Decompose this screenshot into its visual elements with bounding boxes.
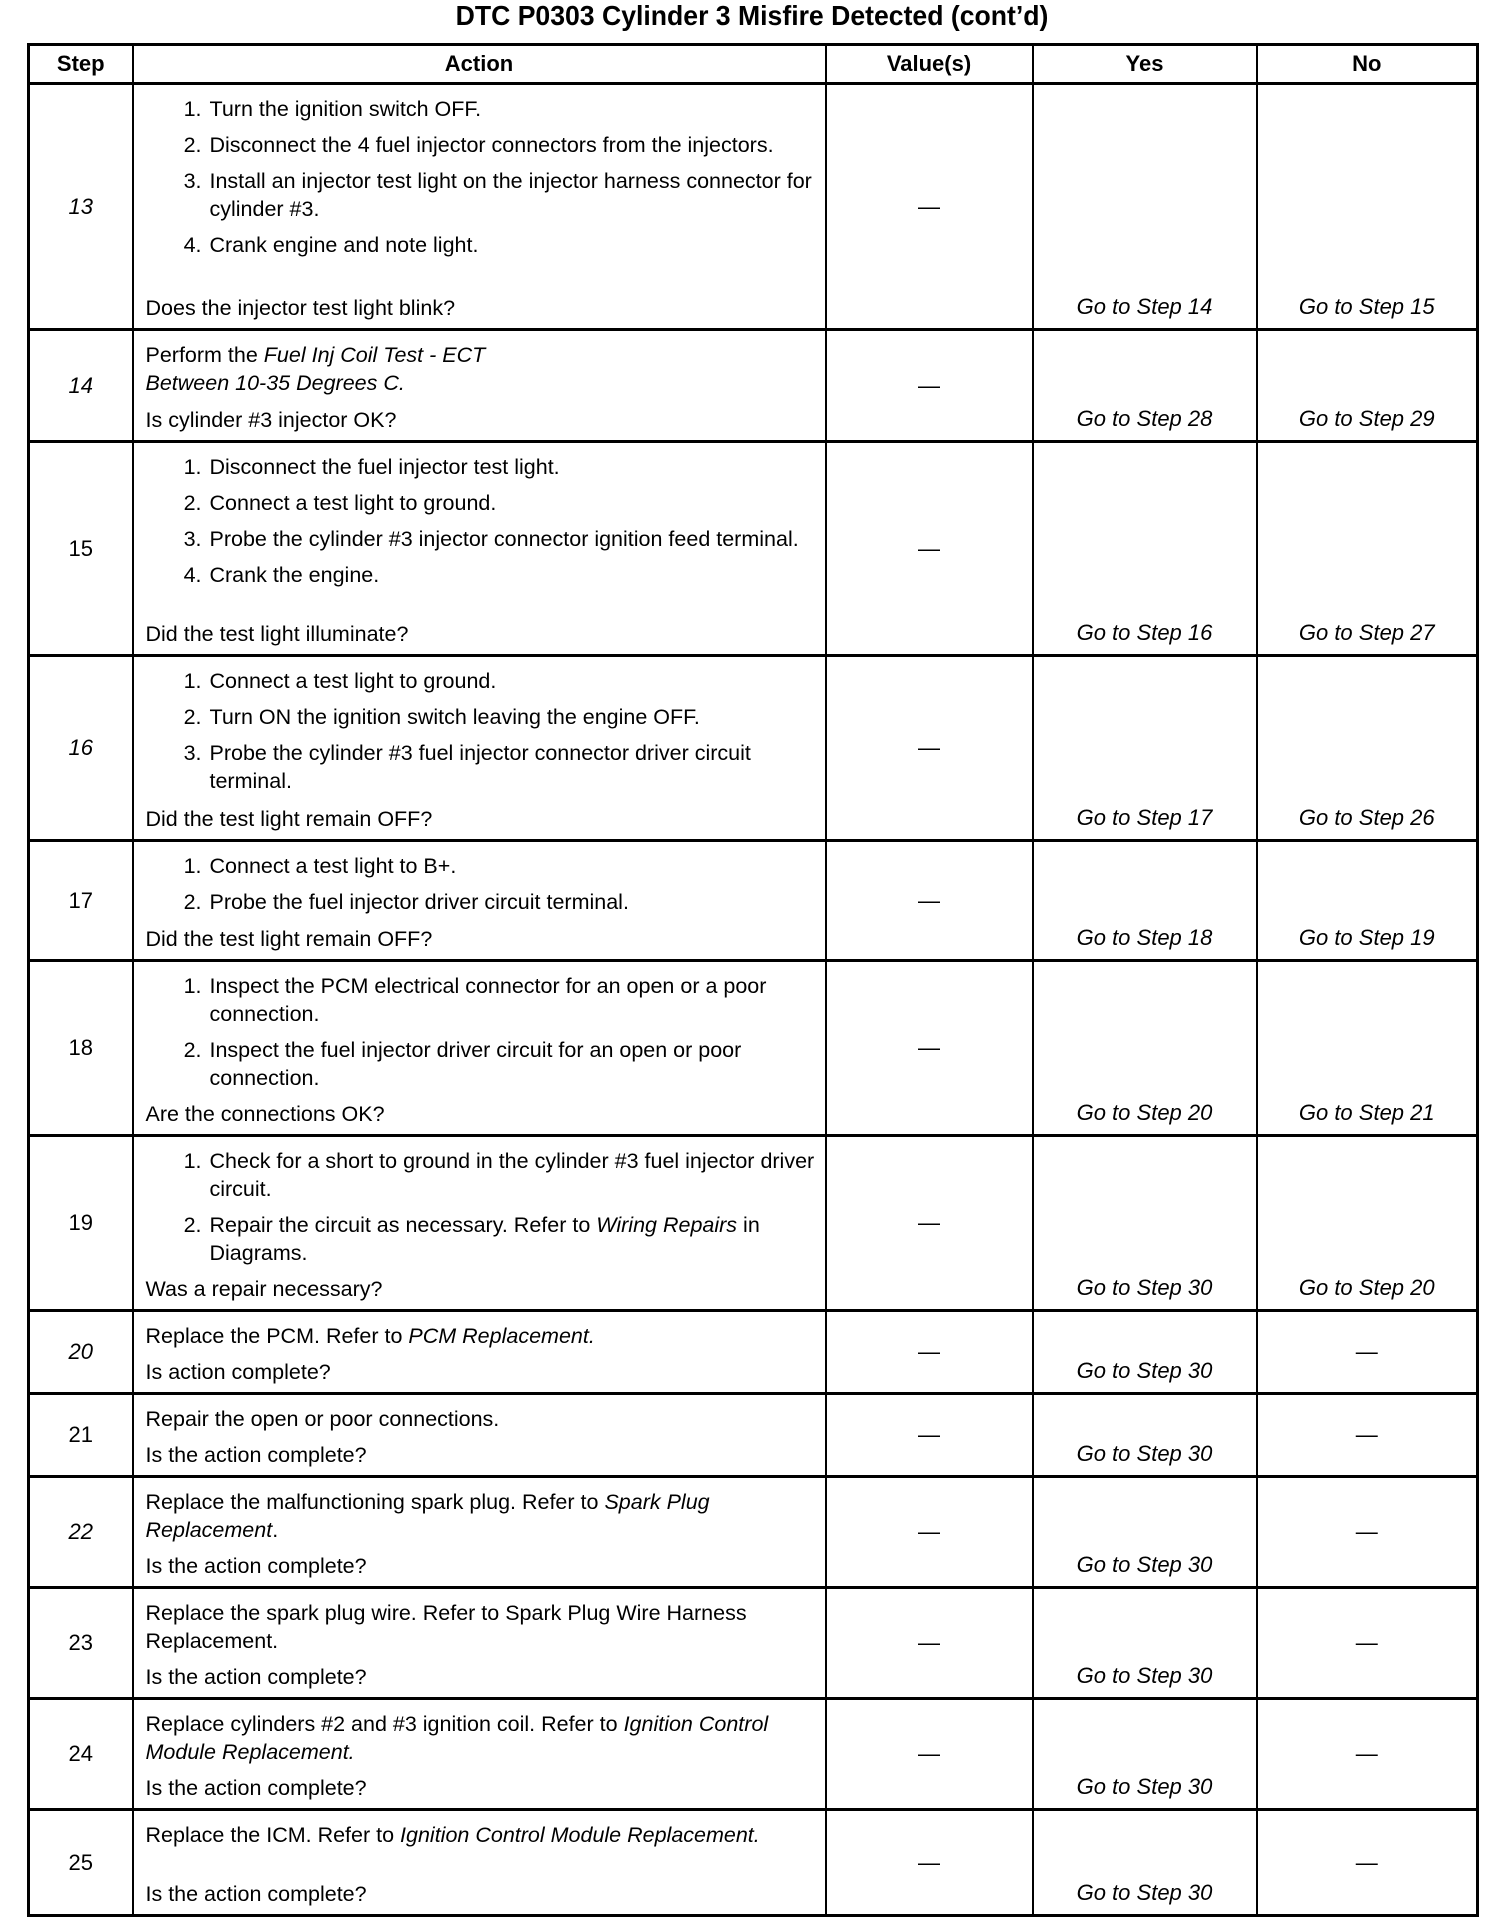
item-number: 2. <box>183 491 202 515</box>
value-cell: — <box>826 1136 1033 1311</box>
action-content <box>134 1312 825 1392</box>
no-result: Go to Step 19 <box>1257 841 1478 961</box>
no-result: — <box>1257 1394 1478 1477</box>
action-question: Is cylinder #3 injector OK? <box>145 408 397 432</box>
action-cell <box>133 330 826 442</box>
action-cell <box>133 961 826 1136</box>
action-question: Is the action complete? <box>145 1776 367 1800</box>
action-text: Crank engine and note light. <box>209 233 479 257</box>
action-step-item <box>146 95 817 123</box>
reference-text: Fuel Inj Coil Test - ECT <box>263 343 486 367</box>
action-text: Connect a test light to ground. <box>209 491 497 515</box>
action-question: Are the connections OK? <box>145 1102 385 1126</box>
table-header-row <box>29 45 1478 84</box>
item-number: 2. <box>183 890 202 914</box>
diagnostic-table <box>27 43 1479 1917</box>
action-paragraph <box>146 1322 817 1350</box>
item-number: 4. <box>183 563 202 587</box>
action-cell <box>133 1136 826 1311</box>
action-text: Repair the open or poor connections. <box>145 1407 500 1431</box>
item-text <box>210 703 817 731</box>
step-number: 15 <box>29 442 133 656</box>
item-text <box>210 489 817 517</box>
yes-result: Go to Step 30 <box>1033 1699 1257 1810</box>
item-number: 3. <box>183 741 202 765</box>
action-step-item <box>146 453 817 481</box>
header-action: Action <box>133 45 826 84</box>
item-text <box>210 131 817 159</box>
item-text <box>210 888 817 916</box>
value-cell: — <box>826 1810 1033 1916</box>
action-paragraph <box>146 1599 817 1655</box>
action-step-item <box>146 888 817 916</box>
item-number: 1. <box>183 669 202 693</box>
reference-text: Spark Plug Replacement <box>145 1490 710 1542</box>
item-number: 1. <box>183 455 202 479</box>
action-cell <box>133 1394 826 1477</box>
action-cell <box>133 1588 826 1699</box>
action-step-item <box>146 561 817 589</box>
action-step-item <box>146 525 817 553</box>
action-text: Install an injector test light on the injector harness connector for cylinder #3. <box>209 169 812 221</box>
no-result: — <box>1257 1311 1478 1394</box>
action-content <box>134 1395 825 1475</box>
step-number: 23 <box>29 1588 133 1699</box>
action-paragraph <box>146 341 817 397</box>
action-cell <box>133 656 826 841</box>
action-cell <box>133 1477 826 1588</box>
item-number: 1. <box>183 974 202 998</box>
step-number: 22 <box>29 1477 133 1588</box>
step-number: 14 <box>29 330 133 442</box>
item-number: 2. <box>183 133 202 157</box>
action-content <box>134 1478 825 1586</box>
action-paragraph <box>146 1405 817 1433</box>
action-cell <box>133 841 826 961</box>
reference-text: Ignition Control Module Replacement. <box>145 1712 769 1764</box>
header-step: Step <box>29 45 133 84</box>
action-text: Crank the engine. <box>209 563 380 587</box>
action-content <box>134 1589 825 1697</box>
item-text <box>210 167 817 223</box>
no-result: — <box>1257 1810 1478 1916</box>
action-text: Replace the ICM. Refer to <box>145 1823 401 1847</box>
item-number: 3. <box>183 527 202 551</box>
action-text: Replace the PCM. Refer to <box>145 1324 409 1348</box>
value-cell: — <box>826 1477 1033 1588</box>
action-text: . <box>272 1518 279 1542</box>
value-cell: — <box>826 1394 1033 1477</box>
action-paragraph <box>146 1488 817 1544</box>
action-text: Turn ON the ignition switch leaving the engine OFF. <box>209 705 700 729</box>
action-question: Is the action complete? <box>145 1554 367 1578</box>
action-step-item <box>146 852 817 880</box>
action-question: Did the test light illuminate? <box>145 622 409 646</box>
yes-result: Go to Step 14 <box>1033 84 1257 330</box>
action-cell <box>133 84 826 330</box>
item-number: 4. <box>183 233 202 257</box>
action-text: Replace cylinders #2 and #3 ignition coil. Refer to <box>145 1712 624 1736</box>
item-number: 3. <box>183 169 202 193</box>
action-question: Did the test light remain OFF? <box>145 807 433 831</box>
action-text: Inspect the PCM electrical connector for an open or a poor connection. <box>209 974 767 1026</box>
action-text: Disconnect the fuel injector test light. <box>209 455 560 479</box>
yes-result: Go to Step 30 <box>1033 1311 1257 1394</box>
no-result: Go to Step 27 <box>1257 442 1478 656</box>
action-content <box>134 1137 825 1309</box>
action-step-item <box>146 131 817 159</box>
item-text <box>210 231 817 259</box>
item-text <box>210 852 817 880</box>
action-question: Is the action complete? <box>145 1882 367 1906</box>
action-question: Is the action complete? <box>145 1443 367 1467</box>
no-result: Go to Step 20 <box>1257 1136 1478 1311</box>
yes-result: Go to Step 30 <box>1033 1394 1257 1477</box>
action-text: Probe the fuel injector driver circuit terminal. <box>209 890 629 914</box>
item-text <box>210 561 817 589</box>
table-row <box>29 1311 1478 1394</box>
yes-result: Go to Step 30 <box>1033 1810 1257 1916</box>
yes-result: Go to Step 17 <box>1033 656 1257 841</box>
no-result: Go to Step 29 <box>1257 330 1478 442</box>
action-text: Perform the <box>145 343 264 367</box>
reference-text: PCM Replacement. <box>408 1324 595 1348</box>
yes-result: Go to Step 30 <box>1033 1588 1257 1699</box>
action-content <box>134 1811 825 1914</box>
header-values: Value(s) <box>826 45 1033 84</box>
no-result: Go to Step 15 <box>1257 84 1478 330</box>
action-paragraph <box>146 1710 817 1766</box>
table-row <box>29 1136 1478 1311</box>
action-question: Is action complete? <box>145 1360 331 1384</box>
value-cell: — <box>826 656 1033 841</box>
table-row <box>29 1477 1478 1588</box>
item-text <box>210 453 817 481</box>
action-text: Probe the cylinder #3 fuel injector connector driver circuit terminal. <box>209 741 751 793</box>
action-step-item <box>146 489 817 517</box>
action-step-item <box>146 739 817 795</box>
yes-result: Go to Step 16 <box>1033 442 1257 656</box>
action-step-item <box>146 231 817 259</box>
table-row <box>29 1588 1478 1699</box>
table-row <box>29 1699 1478 1810</box>
value-cell: — <box>826 1588 1033 1699</box>
table-row <box>29 442 1478 656</box>
yes-result: Go to Step 30 <box>1033 1477 1257 1588</box>
value-cell: — <box>826 442 1033 656</box>
step-number: 21 <box>29 1394 133 1477</box>
action-cell <box>133 1810 826 1916</box>
item-text <box>210 972 817 1028</box>
action-question: Did the test light remain OFF? <box>145 927 433 951</box>
table-row <box>29 841 1478 961</box>
action-question: Does the injector test light blink? <box>145 296 456 320</box>
yes-result: Go to Step 20 <box>1033 961 1257 1136</box>
item-text <box>210 525 817 553</box>
table-row <box>29 330 1478 442</box>
yes-result: Go to Step 18 <box>1033 841 1257 961</box>
value-cell: — <box>826 1699 1033 1810</box>
action-step-item <box>146 667 817 695</box>
action-text: Probe the cylinder #3 injector connector ignition feed terminal. <box>209 527 799 551</box>
action-text: in Diagrams. <box>209 1213 760 1265</box>
action-step-item <box>146 972 817 1028</box>
no-result: — <box>1257 1477 1478 1588</box>
action-cell <box>133 1699 826 1810</box>
action-step-item <box>146 1211 817 1267</box>
action-text: Replace the malfunctioning spark plug. Refer to <box>145 1490 605 1514</box>
item-number: 1. <box>183 1149 202 1173</box>
no-result: Go to Step 26 <box>1257 656 1478 841</box>
action-step-item <box>146 1036 817 1092</box>
value-cell: — <box>826 961 1033 1136</box>
action-step-item <box>146 1147 817 1203</box>
header-no: No <box>1257 45 1478 84</box>
no-result: — <box>1257 1588 1478 1699</box>
item-text <box>210 1211 817 1267</box>
value-cell: — <box>826 330 1033 442</box>
action-text: Repair the circuit as necessary. Refer to <box>209 1213 597 1237</box>
reference-text: Wiring Repairs <box>596 1213 738 1237</box>
value-cell: — <box>826 84 1033 330</box>
item-text <box>210 95 817 123</box>
action-text: Replace the spark plug wire. Refer to Spark Plug Wire Harness Replacement. <box>145 1601 747 1653</box>
action-paragraph <box>146 1821 817 1849</box>
item-text <box>210 667 817 695</box>
step-number: 19 <box>29 1136 133 1311</box>
step-number: 20 <box>29 1311 133 1394</box>
item-number: 1. <box>183 97 202 121</box>
item-text <box>210 739 817 795</box>
step-number: 25 <box>29 1810 133 1916</box>
action-question: Was a repair necessary? <box>145 1277 383 1301</box>
table-row <box>29 84 1478 330</box>
action-text: Connect a test light to B+. <box>209 854 457 878</box>
action-text: Turn the ignition switch OFF. <box>209 97 482 121</box>
yes-result: Go to Step 28 <box>1033 330 1257 442</box>
header-yes: Yes <box>1033 45 1257 84</box>
action-content <box>134 85 825 328</box>
action-step-item <box>146 703 817 731</box>
page-title: DTC P0303 Cylinder 3 Misfire Detected (cont’d) <box>455 0 1049 31</box>
table-row <box>29 1394 1478 1477</box>
item-text <box>210 1147 817 1203</box>
table-row <box>29 961 1478 1136</box>
action-step-item <box>146 167 817 223</box>
item-number: 2. <box>183 1213 202 1237</box>
action-cell <box>133 442 826 656</box>
action-text: Inspect the fuel injector driver circuit for an open or poor connection. <box>209 1038 742 1090</box>
value-cell: — <box>826 1311 1033 1394</box>
item-number: 2. <box>183 705 202 729</box>
reference-text: Ignition Control Module Replacement. <box>400 1823 760 1847</box>
item-number: 1. <box>183 854 202 878</box>
action-text: Disconnect the 4 fuel injector connectors from the injectors. <box>209 133 774 157</box>
action-content <box>134 842 825 959</box>
step-number: 18 <box>29 961 133 1136</box>
action-content <box>134 443 825 654</box>
no-result: — <box>1257 1699 1478 1810</box>
action-text: Check for a short to ground in the cylinder #3 fuel injector driver circuit. <box>209 1149 815 1201</box>
yes-result: Go to Step 30 <box>1033 1136 1257 1311</box>
action-content <box>134 1700 825 1808</box>
table-row <box>29 1810 1478 1916</box>
item-number: 2. <box>183 1038 202 1062</box>
step-number: 13 <box>29 84 133 330</box>
item-text <box>210 1036 817 1092</box>
action-content <box>134 962 825 1134</box>
table-row <box>29 656 1478 841</box>
step-number: 17 <box>29 841 133 961</box>
step-number: 24 <box>29 1699 133 1810</box>
action-content <box>134 331 825 440</box>
action-text: Connect a test light to ground. <box>209 669 497 693</box>
no-result: Go to Step 21 <box>1257 961 1478 1136</box>
step-number: 16 <box>29 656 133 841</box>
action-content <box>134 657 825 839</box>
action-question: Is the action complete? <box>145 1665 367 1689</box>
value-cell: — <box>826 841 1033 961</box>
action-cell <box>133 1311 826 1394</box>
reference-text: Between 10-35 Degrees C. <box>145 371 405 395</box>
